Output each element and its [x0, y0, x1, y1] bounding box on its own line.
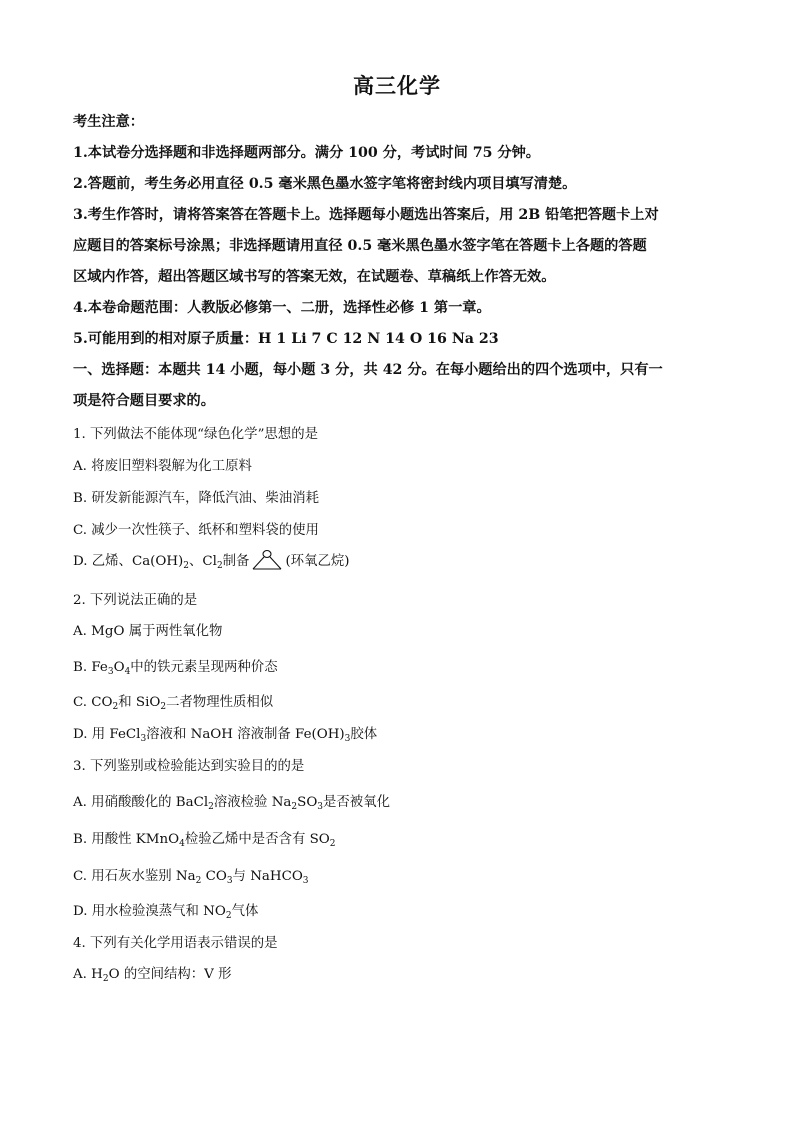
q1-option-d	[73, 549, 733, 571]
q3-b-sub-2: 2	[329, 839, 336, 849]
notice-item-3-cont2: 区域内作答，超出答题区域书写的答案无效，在试题卷、草稿纸上作答无效。	[73, 269, 556, 285]
q2-option-b	[73, 656, 733, 675]
section-heading-cont: 项是符合题目要求的。	[73, 393, 215, 409]
q3-c-text-2: CO	[201, 869, 227, 884]
q1-stem: 1. 下列做法不能体现“绿色化学”思想的是	[73, 427, 318, 442]
q3-b-text-2: 检验乙烯中是否含有 SO	[184, 832, 330, 847]
q3-a-sub-1: 2	[208, 802, 214, 812]
q2-b-text-3: 中的铁元素呈现两种价态	[130, 660, 278, 675]
q2-d-text-1: D. 用 FeCl	[73, 727, 141, 742]
q3-c-text-3: 与 NaHCO	[232, 869, 303, 884]
notice-item-2: 2.答题前，考生务必用直径 0.5 毫米黑色墨水签字笔将密封线内项目填写清楚。	[73, 176, 577, 192]
q2-d-sub-2: 3	[344, 734, 351, 744]
notice-item-1: 1.本试卷分选择题和非选择题两部分。满分 100 分，考试时间 75 分钟。	[73, 145, 540, 161]
q1-option-b: B. 研发新能源汽车，降低汽油、柴油消耗	[73, 491, 319, 506]
section-heading: 一、选择题：本题共 14 小题，每小题 3 分，共 42 分。在每小题给出的四个选项中，只有一	[73, 362, 663, 378]
q2-d-sub-1: 3	[140, 734, 147, 744]
q3-d-sub-1: 2	[225, 911, 232, 921]
q3-c-sub-1: 2	[195, 876, 202, 886]
q1-d-sub-2: 2	[216, 561, 223, 571]
q2-b-text-1: B. Fe	[73, 660, 108, 675]
q3-c-text-1: C. 用石灰水鉴别 Na	[73, 869, 196, 884]
q2-option-d	[73, 723, 733, 742]
q2-option-c	[73, 691, 733, 710]
q2-c-text-1: C. CO	[73, 695, 113, 710]
q2-d-text-2: 溶液和 NaOH 溶液制备 Fe(OH)	[146, 727, 345, 742]
q1-option-c: C. 减少一次性筷子、纸杯和塑料袋的使用	[73, 523, 319, 538]
q2-d-text-3: 胶体	[350, 727, 378, 742]
page-title: 高三化学	[353, 73, 441, 98]
q3-a-text-4: 是否被氧化	[323, 795, 390, 810]
q1-d-text-3: 制备	[222, 554, 250, 569]
notice-item-5: 5.可能用到的相对原子质量：H 1 Li 7 C 12 N 14 O 16 Na 23	[73, 331, 499, 347]
q3-option-c	[73, 865, 733, 884]
q3-a-text-3: SO	[297, 795, 318, 810]
q3-c-sub-2: 3	[226, 876, 233, 886]
notice-item-3-cont: 应题目的答案标号涂黑；非选择题请用直径 0.5 毫米黑色墨水签字笔在答题卡上各题的答题	[73, 238, 647, 254]
notice-heading: 考生注意：	[73, 114, 144, 130]
q2-b-text-2: O	[113, 660, 125, 675]
q3-c-sub-3: 3	[302, 876, 309, 886]
q2-c-text-2: 和 SiO	[118, 695, 161, 710]
q4-a-text-2: O 的空间结构：V 形	[108, 967, 232, 982]
q3-stem: 3. 下列鉴别或检验能达到实验目的的是	[73, 759, 305, 774]
q3-option-d	[73, 900, 733, 919]
q4-a-text-1: A. H	[73, 967, 103, 982]
q3-d-text-2: 气体	[231, 904, 259, 919]
notice-item-3: 3.考生作答时，请将答案答在答题卡上。选择题每小题选出答案后，用 2B 铅笔把答题卡上对	[73, 207, 659, 223]
q1-option-a: A. 将废旧塑料裂解为化工原料	[73, 459, 252, 474]
epoxide-ring-icon	[250, 549, 284, 571]
q3-option-a	[73, 791, 733, 810]
q4-option-a	[73, 963, 733, 982]
q2-c-sub-1: 2	[112, 702, 119, 712]
q3-b-sub-1: 4	[179, 839, 185, 849]
q2-c-sub-2: 2	[160, 702, 167, 712]
q1-d-text-4: (环氧乙烷)	[285, 554, 350, 569]
q2-c-text-3: 二者物理性质相似	[166, 695, 274, 710]
q4-stem: 4. 下列有关化学用语表示错误的是	[73, 936, 278, 951]
q1-d-text-1: D. 乙烯、Ca(OH)	[73, 554, 184, 569]
q1-d-sub-1: 2	[183, 561, 190, 571]
q3-option-b	[73, 828, 733, 847]
q3-a-text-1: A. 用硝酸酸化的 BaCl	[73, 795, 209, 810]
q4-a-sub-1: 2	[102, 974, 109, 984]
notice-item-4: 4.本卷命题范围：人教版必修第一、二册，选择性必修 1 第一章。	[73, 300, 491, 316]
q2-option-a: A. MgO 属于两性氧化物	[73, 624, 223, 639]
q3-b-text-1: B. 用酸性 KMnO	[73, 832, 180, 847]
q2-stem: 2. 下列说法正确的是	[73, 593, 198, 608]
q3-a-sub-3: 3	[317, 802, 324, 812]
q1-d-text-2: 、Cl	[189, 554, 217, 569]
q2-b-sub-2: 4	[124, 667, 131, 677]
q3-a-sub-2: 2	[291, 802, 298, 812]
q3-d-text-1: D. 用水检验溴蒸气和 NO	[73, 904, 226, 919]
q2-b-sub-1: 3	[107, 667, 114, 677]
q3-a-text-2: 溶液检验 Na	[213, 795, 292, 810]
